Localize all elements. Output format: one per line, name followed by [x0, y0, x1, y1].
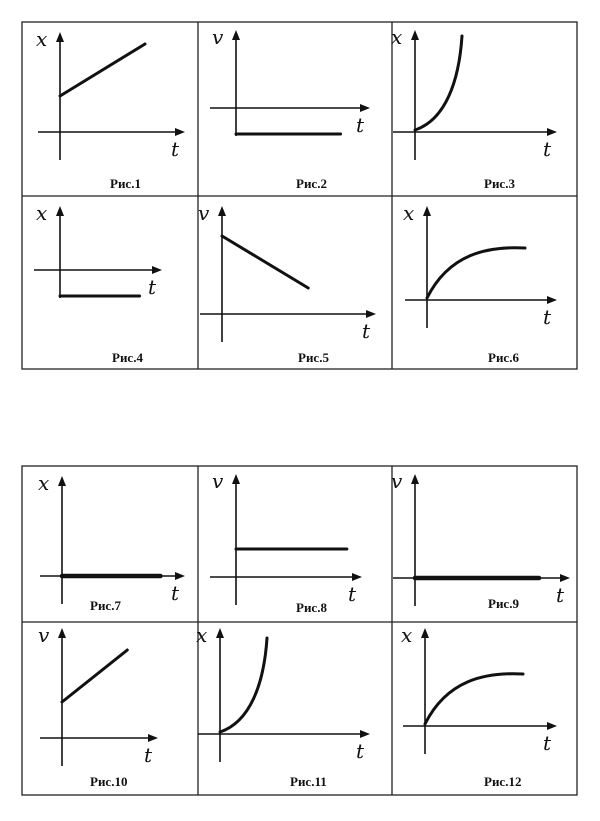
graph-panel [391, 25, 557, 191]
y-axis-label: x [403, 201, 415, 225]
x-axis-label: t [543, 305, 552, 329]
x-axis-arrow [352, 573, 362, 581]
y-axis-arrow [232, 30, 240, 40]
y-axis-arrow [421, 628, 429, 638]
graph-panel [403, 201, 557, 365]
x-axis-label: t [356, 113, 365, 137]
x-axis-arrow [547, 296, 557, 304]
panel-grid-top [22, 22, 577, 369]
figure-caption: Рис.3 [484, 176, 515, 191]
figure-caption: Рис.9 [488, 596, 519, 611]
y-axis-label: x [36, 201, 48, 225]
x-axis-arrow [560, 574, 570, 582]
x-axis-arrow [152, 266, 162, 274]
x-axis-arrow [175, 572, 185, 580]
x-axis-arrow [360, 104, 370, 112]
y-axis-label: x [196, 623, 208, 647]
x-axis-label: t [362, 319, 371, 343]
x-axis-arrow [547, 722, 557, 730]
x-axis-arrow [148, 734, 158, 742]
graph-panel [391, 469, 570, 611]
x-axis-arrow [175, 128, 185, 136]
y-axis-label: x [391, 25, 403, 49]
x-axis-label: t [543, 731, 552, 755]
y-axis-label: x [36, 27, 48, 51]
x-axis-label: t [144, 743, 153, 767]
y-axis-label: v [38, 623, 50, 647]
y-axis-arrow [216, 628, 224, 638]
x-axis-label: t [148, 275, 157, 299]
figure-caption: Рис.7 [90, 598, 121, 613]
figure-caption: Рис.1 [110, 176, 141, 191]
y-axis-arrow [56, 206, 64, 216]
y-axis-label: v [198, 201, 210, 225]
graph-curve [60, 44, 145, 96]
graph-panel [401, 623, 557, 789]
y-axis-arrow [56, 32, 64, 42]
y-axis-arrow [232, 474, 240, 484]
x-axis-label: t [348, 582, 357, 606]
y-axis-arrow [58, 476, 66, 486]
graph-panel [198, 201, 376, 365]
graph-curve [425, 674, 523, 724]
y-axis-label: x [401, 623, 413, 647]
graph-curve [427, 248, 525, 298]
graph-curve [222, 236, 308, 288]
figure-caption: Рис.6 [488, 350, 519, 365]
graph-panel [196, 623, 370, 789]
graph-panel [36, 27, 185, 191]
figure-caption: Рис.10 [90, 774, 128, 789]
x-axis-label: t [171, 581, 180, 605]
y-axis-arrow [58, 628, 66, 638]
y-axis-label: v [212, 469, 224, 493]
graph-curve [62, 650, 127, 702]
y-axis-label: v [212, 25, 224, 49]
graph-curve [415, 36, 462, 130]
y-axis-arrow [423, 206, 431, 216]
y-axis-arrow [411, 30, 419, 40]
figure-caption: Рис.4 [112, 350, 143, 365]
figure-caption: Рис.8 [296, 600, 327, 615]
x-axis-arrow [360, 730, 370, 738]
figure-caption: Рис.11 [290, 774, 327, 789]
graph-panel [210, 469, 362, 615]
graph-panel [34, 201, 162, 365]
y-axis-arrow [411, 474, 419, 484]
graph-panel [210, 25, 370, 191]
x-axis-label: t [556, 583, 565, 607]
x-axis-label: t [543, 137, 552, 161]
x-axis-arrow [547, 128, 557, 136]
graph-panel [38, 623, 158, 789]
figure-caption: Рис.5 [298, 350, 329, 365]
x-axis-label: t [171, 137, 180, 161]
y-axis-label: x [38, 471, 50, 495]
panel-grid-bottom [22, 466, 577, 795]
graph-curve [220, 638, 267, 732]
figure-caption: Рис.12 [484, 774, 522, 789]
y-axis-label: v [391, 469, 403, 493]
y-axis-arrow [218, 206, 226, 216]
graph-panel [38, 471, 185, 613]
x-axis-arrow [366, 310, 376, 318]
figure-caption: Рис.2 [296, 176, 327, 191]
x-axis-label: t [356, 739, 365, 763]
